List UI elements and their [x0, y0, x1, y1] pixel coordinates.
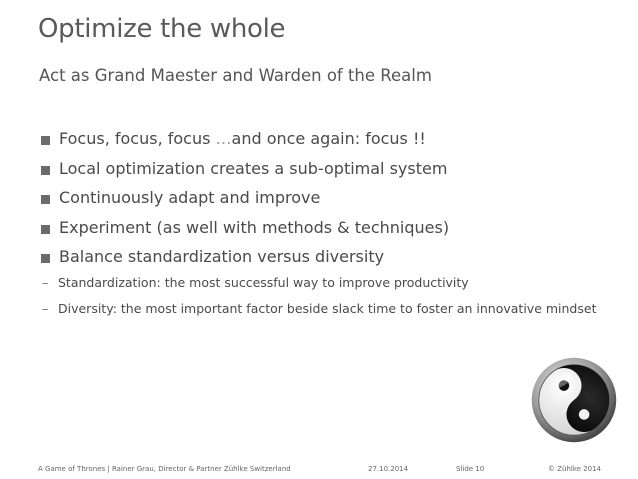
- sub-bullet-text: Diversity: the most important factor beside slack time to foster an innovative mindset: [58, 301, 597, 316]
- dash-bullet: –: [42, 301, 49, 316]
- sub-bullet-item: [42, 270, 596, 296]
- ellipsis-text: …: [215, 129, 232, 148]
- square-bullet-icon: [41, 225, 50, 234]
- bullet-text: Focus, focus, focus: [59, 129, 216, 148]
- bullet-text-tail: and once again: focus !!: [231, 129, 426, 148]
- bullet-list: [40, 124, 449, 272]
- bullet-item: [40, 124, 449, 154]
- sub-bullet-item: [42, 296, 596, 322]
- bullet-item: [40, 183, 449, 213]
- slide-subtitle: Act as Grand Maester and Warden of the Realm: [39, 66, 432, 85]
- bullet-item: [40, 242, 449, 272]
- footer-date: 27.10.2014: [368, 465, 409, 473]
- square-bullet-icon: [41, 254, 50, 263]
- bullet-text: Experiment (as well with methods & techniques): [59, 217, 450, 237]
- footer-copyright: © Zühlke 2014: [548, 465, 601, 473]
- sub-bullet-list: [42, 270, 596, 322]
- square-bullet-icon: [41, 166, 50, 175]
- square-bullet-icon: [41, 195, 50, 204]
- bullet-text: Local optimization creates a sub-optimal system: [59, 158, 448, 178]
- sub-bullet-text: Standardization: the most successful way to improve productivity: [58, 275, 469, 290]
- dash-bullet: –: [42, 275, 49, 290]
- square-bullet-icon: [41, 136, 50, 145]
- bullet-item: [40, 213, 449, 243]
- bullet-item: [40, 154, 449, 184]
- yin-yang-icon: [530, 356, 618, 444]
- bullet-text: Balance standardization versus diversity: [59, 247, 385, 266]
- slide-title: Optimize the whole: [38, 14, 286, 44]
- footer-presenter: A Game of Thrones | Rainer Grau, Director & Partner Zühlke Switzerland: [38, 465, 291, 473]
- footer-slide-number: Slide 10: [456, 465, 485, 473]
- bullet-text: Continuously adapt and improve: [59, 188, 321, 207]
